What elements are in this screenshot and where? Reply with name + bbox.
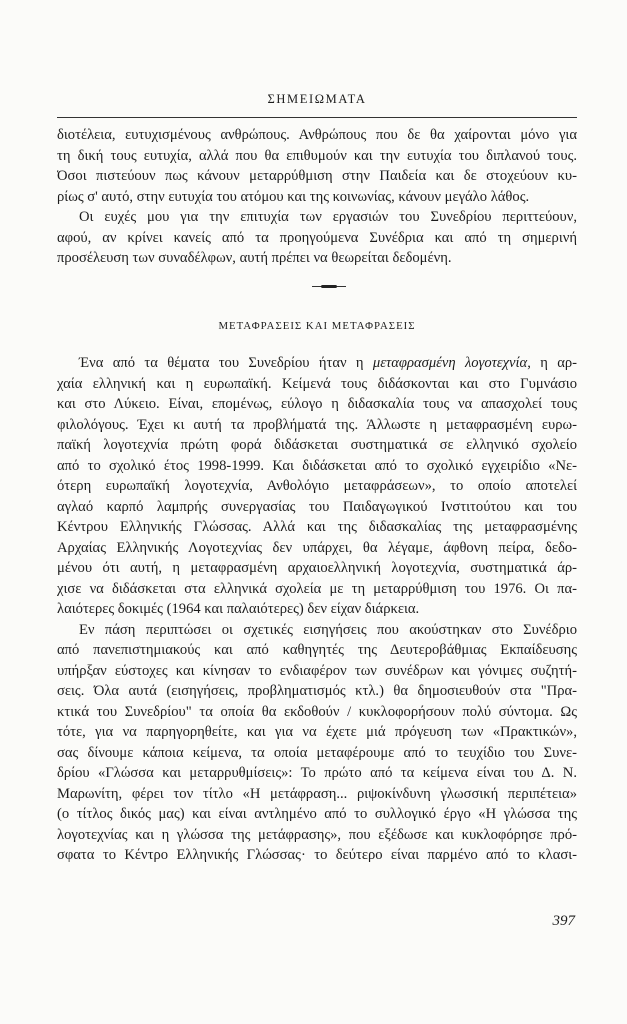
text-line: σεις. Όλα αυτά (εισηγήσεις, προβληματισμός κτλ.) θα δημοσιευθούν στα "Πρα- — [57, 683, 577, 699]
paragraph — [57, 353, 577, 620]
text-line: Κέντρου Ελληνικής Γλώσσας. Αλλά και της διδασκαλίας της μεταφρασμένης — [57, 519, 577, 535]
page-number: 397 — [552, 913, 575, 929]
paragraph — [57, 125, 577, 207]
emphasis-text: μεταφρασμένη λογοτεχνία — [372, 355, 528, 371]
text-line: υπήρξαν εύστοχες και κίνησαν το ενδιαφέρον των συνέδρων και γόνιμες συζητή- — [57, 662, 577, 679]
text-line: τότε, για να παρηγορηθείτε, και για να έχετε μιά πρόγευση των «Πρακτικών», — [57, 724, 577, 740]
text-line: Μαρωνίτη, φέρει τον τίτλο «Η μετάφραση... ριψοκίνδυνη γλωσσική περιπέτεια» — [57, 785, 577, 802]
text-run: Ένα από τα θέματα του Συνεδρίου ήταν η — [79, 355, 373, 371]
text-line: Εν πάση περιπτώσει οι σχετικές εισηγήσεις που ακούστηκαν στο Συνέδριο — [79, 621, 577, 638]
text-line: τη δική τους ευτυχία, αλλά που θα επιθυμούν και την ευτυχία του διπλανού τους. — [57, 147, 577, 164]
text-line: λογοτεχνίας και η γλώσσα της μετάφρασης», που εξέδωσε και κυκλοφόρησε πρό- — [57, 826, 577, 843]
text-line: Οι ευχές μου για την επιτυχία των εργασιών του Συνεδρίου περιττεύουν, — [79, 209, 577, 225]
main-text — [57, 353, 577, 866]
text-run: , η αρ- — [527, 355, 577, 371]
text-line: ότερη ευρωπαϊκή λογοτεχνία, Ανθολόγιο μεταφράσεων», το οποίο αποτελεί — [57, 478, 577, 494]
running-header: ΣΗΜΕΙΩΜΑΤΑ — [267, 92, 367, 106]
text-line: από το σχολικό έτος 1998-1999. Και διδάσκεται από το σχολικό εγχειρίδιο «Νε- — [57, 457, 577, 474]
text-line: σφατα το Κέντρο Ελληνικής Γλώσσας· το δεύτερο είναι παρμένο από το κλασι- — [57, 847, 577, 863]
section-title: ΜΕΤΑΦΡΑΣΕΙΣ ΚΑΙ ΜΕΤΑΦΡΑΣΕΙΣ — [218, 320, 416, 332]
text-line: μένου ότι αυτή, η μεταφρασμένη αρχαιοελληνική λογοτεχνία, συστηματικά άρ- — [57, 560, 577, 576]
text-line: διοτέλεια, ευτυχισμένους ανθρώπους. Ανθρώπους που δε θα χαίρονται μόνο για — [57, 127, 577, 143]
section-divider-ornament — [312, 285, 346, 288]
text-line: προσέλευση των συναδέλφων, αυτή πρέπει να θεωρείται δεδομένη. — [57, 250, 452, 266]
intro-text — [57, 125, 577, 269]
text-line: δρίου «Γλώσσα και μεταρρυθμίσεις»: Το πρώτο από τα κείμενα είναι του Δ. Ν. — [57, 765, 577, 781]
text-line: χισε να διδάσκεται στα ελληνικά σχολεία με τη μεταρρύθμιση του 1976. Οι πα- — [57, 580, 577, 597]
text-line: κτικά του Συνεδρίου" τα οποία θα εκδοθούν / κυκλοφορήσουν πολύ σύντομα. Ως — [57, 703, 577, 720]
paragraph — [57, 207, 577, 269]
text-line — [57, 353, 577, 374]
text-line: σας δίνουμε κάποια κείμενα, τα οποία μεταφέρουμε από το τευχίδιο του Συνε- — [57, 744, 577, 761]
text-line: (ο τίτλος δικός μας) και είναι αντλημένο από το συλλογικό έργο «Η γλώσσα της — [57, 806, 577, 822]
text-line: λαιότερες δοκιμές (1964 και παλαιότερες) δεν είχαν διάρκεια. — [57, 601, 420, 617]
text-line: και στο Λύκειο. Είναι, επομένως, εύλογο η διδασκαλία τους να απασχολεί τους — [57, 396, 577, 412]
text-line: από πανεπιστημιακούς και από καθηγητές της Δευτεροβάθμιας Εκπαίδευσης — [57, 642, 577, 658]
text-line: αγλαό καρπό λαμπρής συνεργασίας του Παιδαγωγικού Ινστιτούτου και του — [57, 498, 577, 515]
text-line: φιλολόγους. Έχει κι αυτή τα προβλήματά της. Άλλωστε η μεταφρασμένη ευρω- — [57, 416, 577, 433]
text-line: χαία ελληνική και η ευρωπαϊκή. Κείμενά τους διδάσκονται και στο Γυμνάσιο — [57, 375, 577, 392]
paragraph — [57, 620, 577, 866]
text-line: ρίως σ' αυτό, στην ευτυχία του ατόμου και της κοινωνίας, κάνουν μεγάλο λάθος. — [57, 188, 530, 205]
text-line: Αρχαίας Ελληνικής Λογοτεχνίας δεν υπάρχει, θα λέγαμε, άφθονη πείρα, δεδο- — [57, 539, 577, 556]
text-line: Όσοι πιστεύουν πως κάνουν μεταρρύθμιση στην Παιδεία και δε στοχεύουν κυ- — [57, 168, 577, 184]
text-line: αφού, αν κρίνει κανείς από τα προηγούμενα Συνέδρια και από τη σημερινή — [57, 229, 577, 246]
header-rule — [57, 117, 577, 118]
text-line: παϊκή λογοτεχνία πρώτη φορά διδάσκεται συστηματικά σε ελληνικό σχολείο — [57, 437, 577, 453]
